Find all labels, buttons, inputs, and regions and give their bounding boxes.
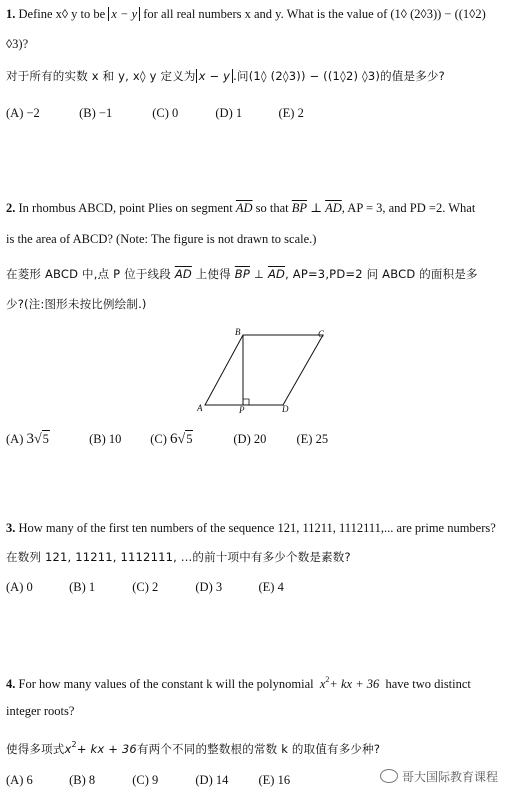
q2-zh-segment-bp: $\overline{BP}$ — [234, 267, 250, 281]
q1-zh-a: 对于所有的实数 x 和 y, x◊ y 定义为 — [6, 69, 196, 83]
q3-choice-c[interactable]: (C) 2 — [132, 580, 159, 594]
q4-choice-a[interactable]: (A) 6 — [6, 773, 33, 787]
q2-zh-b: 上使得 — [195, 267, 231, 281]
q3-choices — [6, 579, 284, 595]
q1-zh-abs: x − y — [196, 69, 234, 83]
q2-segment-ad: $\overline{AD}$ — [235, 201, 253, 215]
q2-perp: ⊥ — [310, 201, 322, 215]
q2-number: 2. — [6, 201, 16, 215]
q2-zh-a: 在菱形 ABCD 中,点 P 位于线段 — [6, 267, 171, 281]
q1-choice-e[interactable]: (E) 2 — [278, 106, 304, 120]
q2-choice-c[interactable]: (C) 6√5 — [150, 431, 193, 447]
q3-text: How many of the first ten numbers of the sequence 121, 11211, 1112111,... are prime numbers? — [18, 521, 496, 535]
q4-zh-b: 有两个不同的整数根的常数 k 的取值有多少种? — [136, 742, 381, 756]
q4-text-b: have two distinct — [385, 677, 471, 691]
watermark — [380, 768, 498, 785]
watermark-text: 哥大国际教育课程 — [402, 770, 499, 784]
q2-zh-perp: ⊥ — [253, 267, 265, 281]
q1-abs-expression: x − y — [108, 7, 140, 21]
q2-english-line-2: is the area of ABCD? (Note: The figure is not drawn to scale.) — [6, 232, 317, 246]
q2-choice-d[interactable]: (D) 20 — [233, 432, 267, 446]
q1-choice-a[interactable]: (A) −2 — [6, 106, 40, 120]
q4-choice-b[interactable]: (B) 8 — [69, 773, 96, 787]
q3-chinese-line: 在数列 121, 11211, 1112111, ...的前十项中有多少个数是素数? — [6, 550, 351, 564]
q3-english-line — [6, 520, 496, 536]
q2-choice-a[interactable]: (A) 3√5 — [6, 431, 49, 447]
q2-zh-segment-ad: $\overline{AD}$ — [174, 267, 192, 281]
q4-choice-e[interactable]: (E) 16 — [258, 773, 291, 787]
q2-chinese-line-1 — [6, 266, 478, 282]
q2-chinese-line-2: 少?(注:图形未按比例绘制.) — [6, 297, 147, 311]
q1-english-line-2: ◊3)? — [6, 37, 29, 51]
rhombus-outline — [205, 335, 323, 405]
q2-segment-bp: $\overline{BP}$ — [291, 201, 308, 215]
q3-number: 3. — [6, 521, 16, 535]
q4-number: 4. — [6, 677, 16, 691]
q4-english-line-1 — [6, 672, 471, 692]
q2-choice-b[interactable]: (B) 10 — [89, 432, 122, 446]
q1-choice-b[interactable]: (B) −1 — [79, 106, 113, 120]
q1-choice-c[interactable]: (C) 0 — [152, 106, 179, 120]
q4-zh-poly-exp: 2 — [71, 740, 77, 749]
q1-english-line-1 — [6, 6, 486, 22]
q1-number: 1. — [6, 7, 16, 21]
q4-text-a: For how many values of the constant k will the polynomial — [18, 677, 314, 691]
q2-choice-e[interactable]: (E) 25 — [296, 432, 329, 446]
q4-poly-x: x — [319, 677, 326, 691]
q4-zh-poly-x: x — [64, 742, 72, 756]
q1-text-b: for all real numbers x and y. What is the value of (1◊ (2◊3)) − ((1◊2) — [143, 7, 486, 21]
q4-zh-poly-rest: + kx + 36 — [76, 742, 137, 756]
q4-choice-d[interactable]: (D) 14 — [195, 773, 229, 787]
q2-segment-ad-2: $\overline{AD}$ — [325, 201, 342, 215]
point-label-p: P — [239, 405, 245, 415]
q1-choices — [6, 105, 304, 121]
q2-zh-c: , AP=3,PD=2 问 ABCD 的面积是多 — [285, 267, 478, 281]
vertex-label-b: B — [235, 327, 241, 337]
vertex-label-a: A — [197, 403, 203, 413]
q2-text-b: so that — [255, 201, 289, 215]
q2-text-c: , AP = 3, and PD =2. What — [341, 201, 476, 215]
q4-choice-c[interactable]: (C) 9 — [132, 773, 159, 787]
wechat-icon — [380, 769, 398, 783]
q4-english-line-2: integer roots? — [6, 704, 75, 718]
q4-zh-a: 使得多项式 — [6, 742, 65, 756]
q4-chinese-line — [6, 737, 380, 757]
q2-zh-segment-ad-2: $\overline{AD}$ — [267, 267, 286, 281]
q3-choice-a[interactable]: (A) 0 — [6, 580, 33, 594]
q2-text-a: In rhombus ABCD, point Plies on segment — [18, 201, 233, 215]
q2-choices — [6, 430, 328, 448]
q3-choice-d[interactable]: (D) 3 — [195, 580, 223, 594]
q3-choice-b[interactable]: (B) 1 — [69, 580, 96, 594]
rhombus-figure — [195, 325, 335, 417]
q4-poly-rest: + kx + 36 — [329, 677, 380, 691]
q1-choice-d[interactable]: (D) 1 — [215, 106, 243, 120]
q2-english-line-1 — [6, 200, 475, 216]
q3-choice-e[interactable]: (E) 4 — [258, 580, 284, 594]
vertex-label-d: D — [282, 404, 289, 414]
q1-text-a: Define x◊ y to be — [18, 7, 106, 21]
q1-chinese-line — [6, 68, 445, 84]
vertex-label-c: C — [318, 329, 325, 339]
q1-zh-b: .问(1◊ (2◊3)) − ((1◊2) ◊3)的值是多少? — [233, 69, 445, 83]
q4-poly-exp: 2 — [325, 675, 330, 684]
q4-choices — [6, 772, 290, 788]
